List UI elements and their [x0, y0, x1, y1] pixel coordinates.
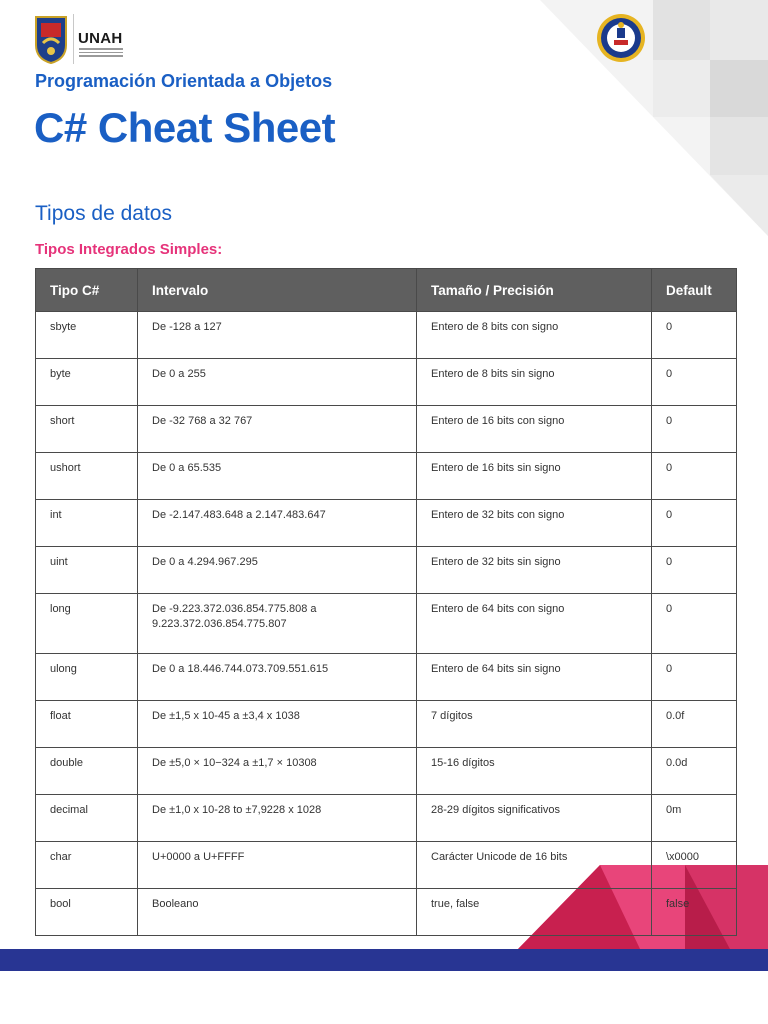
cell-size: Entero de 32 bits sin signo — [417, 547, 652, 594]
cell-size: Entero de 16 bits con signo — [417, 406, 652, 453]
cell-size: 28-29 dígitos significativos — [417, 795, 652, 842]
cell-range: U+0000 a U+FFFF — [138, 842, 417, 889]
cell-type: uint — [36, 547, 138, 594]
section-title: Tipos de datos — [35, 202, 172, 225]
table-row — [36, 748, 737, 795]
cell-default: 0.0f — [652, 701, 737, 748]
cell-default: 0 — [652, 359, 737, 406]
table-row — [36, 594, 737, 654]
cell-type: byte — [36, 359, 138, 406]
cell-default: 0m — [652, 795, 737, 842]
col-header-size: Tamaño / Precisión — [417, 269, 652, 312]
col-header-range: Intervalo — [138, 269, 417, 312]
cell-default: 0.0d — [652, 748, 737, 795]
cell-size: Entero de 64 bits con signo — [417, 594, 652, 654]
col-header-default: Default — [652, 269, 737, 312]
cell-range: De ±1,5 x 10-45 a ±3,4 x 1038 — [138, 701, 417, 748]
cell-default: 0 — [652, 453, 737, 500]
subsection-title: Tipos Integrados Simples: — [35, 241, 223, 258]
table-row — [36, 654, 737, 701]
cell-size: Entero de 8 bits con signo — [417, 312, 652, 359]
institution-name: UNAH — [78, 30, 123, 47]
cell-default: false — [652, 889, 737, 936]
cell-size: Entero de 64 bits sin signo — [417, 654, 652, 701]
cell-range: De -2.147.483.648 a 2.147.483.647 — [138, 500, 417, 547]
cell-size: true, false — [417, 889, 652, 936]
cell-size: Entero de 8 bits sin signo — [417, 359, 652, 406]
table-row — [36, 842, 737, 889]
footer-band — [0, 949, 768, 971]
col-header-type: Tipo C# — [36, 269, 138, 312]
cell-type: short — [36, 406, 138, 453]
table-row — [36, 406, 737, 453]
cell-size: 7 dígitos — [417, 701, 652, 748]
cell-type: bool — [36, 889, 138, 936]
table-row — [36, 889, 737, 936]
cell-default: 0 — [652, 312, 737, 359]
cell-range: De ±1,0 x 10-28 to ±7,9228 x 1028 — [138, 795, 417, 842]
institution-subtitle-lines — [79, 48, 123, 58]
cell-default: 0 — [652, 406, 737, 453]
table-row — [36, 312, 737, 359]
cell-size: Entero de 32 bits con signo — [417, 500, 652, 547]
cell-range: De -32 768 a 32 767 — [138, 406, 417, 453]
table-row — [36, 701, 737, 748]
cell-type: ulong — [36, 654, 138, 701]
cell-type: double — [36, 748, 138, 795]
cell-range: De 0 a 255 — [138, 359, 417, 406]
cell-range: De -128 a 127 — [138, 312, 417, 359]
cell-range: De 0 a 4.294.967.295 — [138, 547, 417, 594]
table-header-row — [36, 269, 737, 312]
cell-type: float — [36, 701, 138, 748]
cell-size: Entero de 16 bits sin signo — [417, 453, 652, 500]
data-types-table — [35, 268, 737, 936]
cell-type: sbyte — [36, 312, 138, 359]
logo-divider — [73, 14, 74, 64]
cell-size: 15-16 dígitos — [417, 748, 652, 795]
table-row — [36, 359, 737, 406]
table-row — [36, 500, 737, 547]
table-row — [36, 453, 737, 500]
faculty-seal-logo — [596, 13, 646, 63]
page-title: C# Cheat Sheet — [34, 104, 336, 151]
cell-type: decimal — [36, 795, 138, 842]
cell-type: int — [36, 500, 138, 547]
cell-type: char — [36, 842, 138, 889]
cell-range: De 0 a 65.535 — [138, 453, 417, 500]
cell-default: 0 — [652, 547, 737, 594]
cell-default: 0 — [652, 594, 737, 654]
cell-type: long — [36, 594, 138, 654]
table-row — [36, 547, 737, 594]
cell-default: \x0000 — [652, 842, 737, 889]
cell-range: De ±5,0 × 10−324 a ±1,7 × 10308 — [138, 748, 417, 795]
cell-range: De 0 a 18.446.744.073.709.551.615 — [138, 654, 417, 701]
top-right-gray-squares — [540, 0, 768, 236]
cell-range: De -9.223.372.036.854.775.808 a 9.223.372.036.854.775.807 — [138, 594, 417, 654]
cell-default: 0 — [652, 654, 737, 701]
cell-type: ushort — [36, 453, 138, 500]
unah-shield-logo — [34, 15, 68, 65]
cell-size: Carácter Unicode de 16 bits — [417, 842, 652, 889]
course-name: Programación Orientada a Objetos — [35, 71, 333, 91]
table-row — [36, 795, 737, 842]
cell-default: 0 — [652, 500, 737, 547]
cell-range: Booleano — [138, 889, 417, 936]
